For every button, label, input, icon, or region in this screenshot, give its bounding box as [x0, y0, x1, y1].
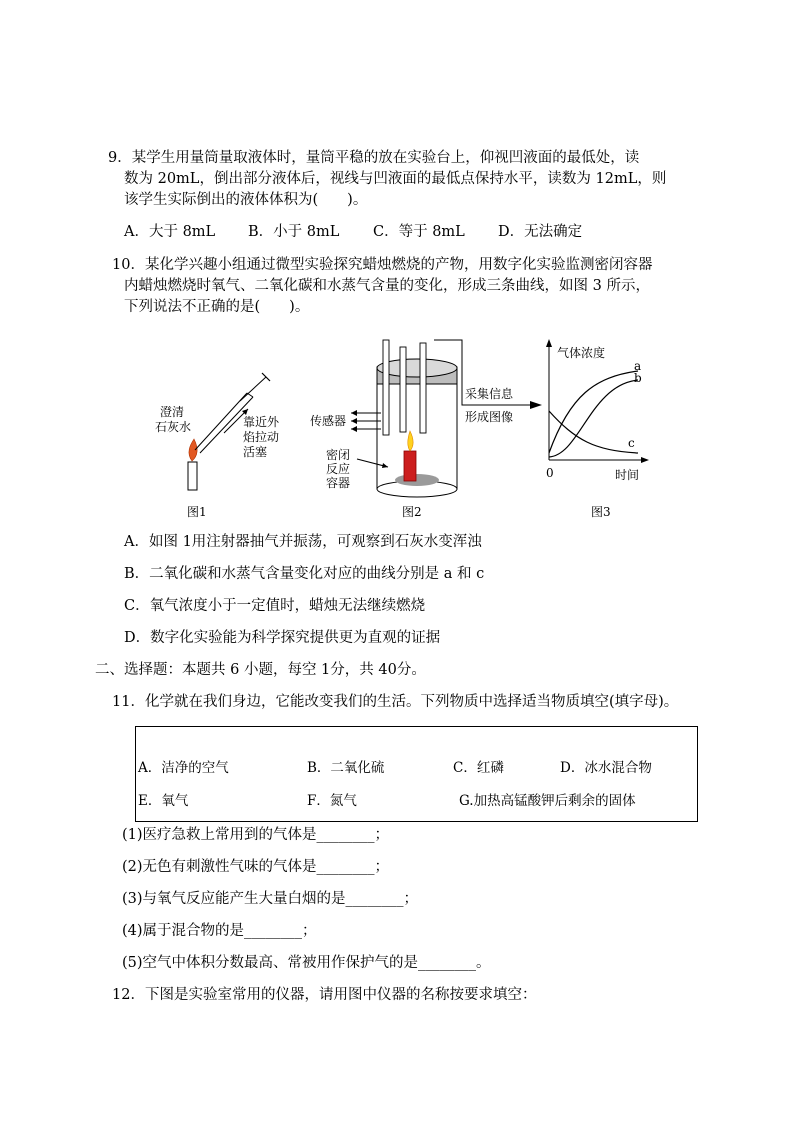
fig1-label-3: 靠近外 — [243, 415, 280, 429]
q11-choice-a: A．洁净的空气 — [138, 760, 229, 776]
q10-option-a: A．如图 1用注射器抽气并振荡，可观察到石灰水变浑浊 — [124, 534, 482, 550]
fig3-curve-c — [549, 411, 638, 453]
q10-option-c: C．氧气浓度小于一定值时，蜡烛无法继续燃烧 — [124, 598, 426, 614]
fig1-caption: 图1 — [187, 505, 207, 519]
fig2-container-label-3: 容器 — [326, 476, 351, 490]
q11-item-4: (4)属于混合物的是________； — [122, 923, 317, 939]
fig3-label-b: b — [634, 371, 642, 385]
fig1-flame — [189, 439, 197, 461]
q10-option-b: B．二氧化碳和水蒸气含量变化对应的曲线分别是 a 和 c — [124, 566, 485, 582]
q11-choice-b: B．二氧化硫 — [307, 760, 385, 776]
q11-item-2: (2)无色有刺激性气味的气体是________； — [122, 859, 390, 875]
figure-2 — [310, 340, 542, 519]
section-2-heading: 二、选择题：本题共 6 小题，每空 1分，共 40分。 — [95, 662, 426, 678]
q10-stem-line3: 下列说法不正确的是( )。 — [124, 299, 310, 315]
q10-stem-line1: 10．某化学兴趣小组通过微型实验探究蜡烛燃烧的产物，用数字化实验监测密闭容器 — [112, 257, 653, 273]
q11-choice-c: C．红磷 — [453, 760, 504, 776]
q11-choice-f: F．氮气 — [307, 793, 357, 809]
q9-option-c: C．等于 8mL — [373, 224, 465, 240]
fig3-origin-label: 0 — [546, 466, 554, 480]
fig2-info-label-1: 采集信息 — [465, 387, 514, 401]
q9-option-d: D．无法确定 — [498, 224, 583, 240]
q10-figures — [150, 325, 670, 523]
fig3-caption: 图3 — [591, 505, 611, 519]
q11-choice-e: E．氧气 — [138, 793, 189, 809]
fig1-label-4: 焰拉动 — [243, 430, 280, 444]
q12-stem: 12．下图是实验室常用的仪器，请用图中仪器的名称按要求填空： — [112, 987, 537, 1003]
q9-stem-line2: 数为 20mL，倒出部分液体后，视线与凹液面的最低点保持水平，读数为 12mL，则 — [124, 171, 667, 187]
q10-option-d: D．数字化实验能为科学探究提供更为直观的证据 — [124, 630, 441, 646]
fig2-info-label-2: 形成图像 — [465, 410, 514, 424]
q11-item-3: (3)与氧气反应能产生大量白烟的是________； — [122, 891, 419, 907]
fig3-y-label: 气体浓度 — [557, 346, 606, 360]
q11-stem: 11．化学就在我们身边，它能改变我们的生活。下列物质中选择适当物质填空(填字母)。 — [112, 694, 679, 710]
q9-option-b: B．小于 8mL — [248, 224, 340, 240]
fig3-label-a: a — [634, 359, 642, 373]
q11-item-5: (5)空气中体积分数最高、常被用作保护气的是________。 — [122, 955, 491, 971]
fig1-label-2: 石灰水 — [155, 420, 192, 434]
q11-item-1: (1)医疗急救上常用到的气体是________； — [122, 827, 390, 843]
fig2-container-label-2: 反应 — [326, 462, 351, 476]
q11-choice-g: G.加热高锰酸钾后剩余的固体 — [459, 793, 636, 809]
fig2-caption: 图2 — [402, 505, 422, 519]
fig3-label-c: c — [628, 436, 635, 450]
q9-option-a: A．大于 8mL — [124, 224, 216, 240]
fig1-candle — [188, 462, 197, 490]
fig1-label-1: 澄清 — [160, 405, 185, 419]
fig2-sensor-label: 传感器 — [310, 414, 347, 428]
q9-stem-line3: 该学生实际倒出的液体体积为( )。 — [124, 192, 368, 208]
figure-1 — [155, 373, 280, 519]
q11-choice-d: D．冰水混合物 — [560, 760, 652, 776]
q9-stem-line1: 9．某学生用量筒量取液体时，量筒平稳的放在实验台上，仰视凹液面的最低处，读 — [108, 150, 640, 166]
q10-stem-line2: 内蜡烛燃烧时氧气、二氧化碳和水蒸气含量的变化，形成三条曲线，如图 3 所示， — [124, 278, 650, 294]
fig2-container-label-1: 密闭 — [326, 448, 351, 462]
fig2-candle — [404, 451, 416, 481]
q11-choices-box — [135, 726, 698, 822]
figure-3 — [546, 339, 649, 519]
fig3-x-label: 时间 — [615, 468, 640, 482]
fig1-label-5: 活塞 — [243, 445, 268, 459]
